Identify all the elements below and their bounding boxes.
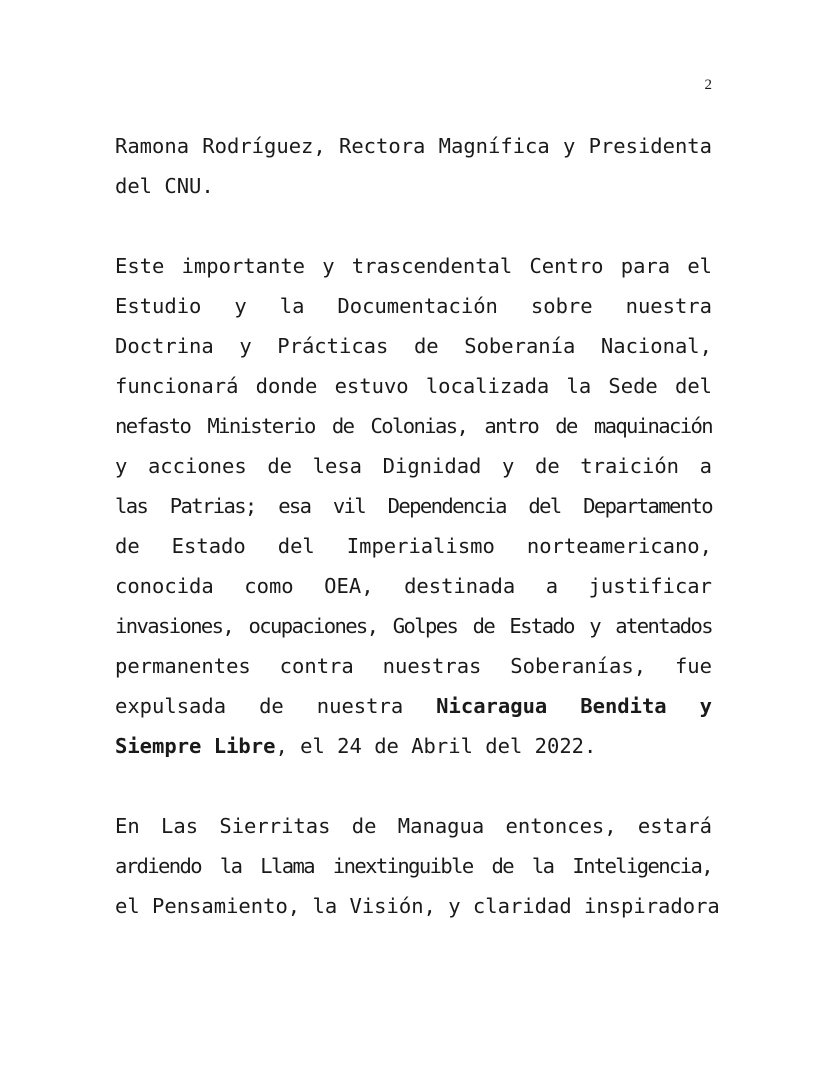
document-body: [115, 126, 720, 966]
text-line: de Estado del Imperialismo norteamericano,: [115, 534, 712, 558]
text-line: Doctrina y Prácticas de Soberanía Nacional,: [115, 334, 712, 358]
paragraph-3: [115, 806, 720, 926]
text-line: y acciones de lesa Dignidad y de traición a: [115, 454, 712, 478]
paragraph-2: [115, 246, 712, 766]
text-line: funcionará donde estuvo localizada la Sede del: [115, 374, 712, 398]
text-line: conocida como OEA, destinada a justificar: [115, 574, 712, 598]
text-line: En Las Sierritas de Managua entonces, estará: [115, 814, 712, 838]
paragraph-1: [115, 126, 712, 206]
page-number: 2: [704, 77, 712, 93]
text-line: [115, 726, 712, 766]
text-line: el Pensamiento, la Visión, y claridad inspiradora: [115, 894, 720, 918]
text-line: [115, 686, 712, 726]
bold-text-segment: Siempre Libre: [115, 734, 276, 758]
bold-text-segment: Nicaragua Bendita y: [436, 694, 712, 718]
text-line: Estudio y la Documentación sobre nuestra: [115, 294, 712, 318]
text-segment: , el 24 de Abril del 2022.: [275, 734, 597, 758]
text-line: ardiendo la Llama inextinguible de la Inteligencia,: [115, 854, 712, 878]
text-line: nefasto Ministerio de Colonias, antro de maquinación: [115, 414, 712, 438]
text-line: permanentes contra nuestras Soberanías, fue: [115, 654, 712, 678]
text-segment: expulsada de nuestra: [115, 694, 437, 718]
text-line: Este importante y trascendental Centro para el: [115, 254, 712, 278]
text-line: del CNU.: [115, 174, 214, 198]
text-line: las Patrias; esa vil Dependencia del Departamento: [115, 494, 712, 518]
text-line: invasiones, ocupaciones, Golpes de Estado y atentados: [115, 614, 712, 638]
text-line: Ramona Rodríguez, Rectora Magnífica y Presidenta: [115, 134, 712, 158]
